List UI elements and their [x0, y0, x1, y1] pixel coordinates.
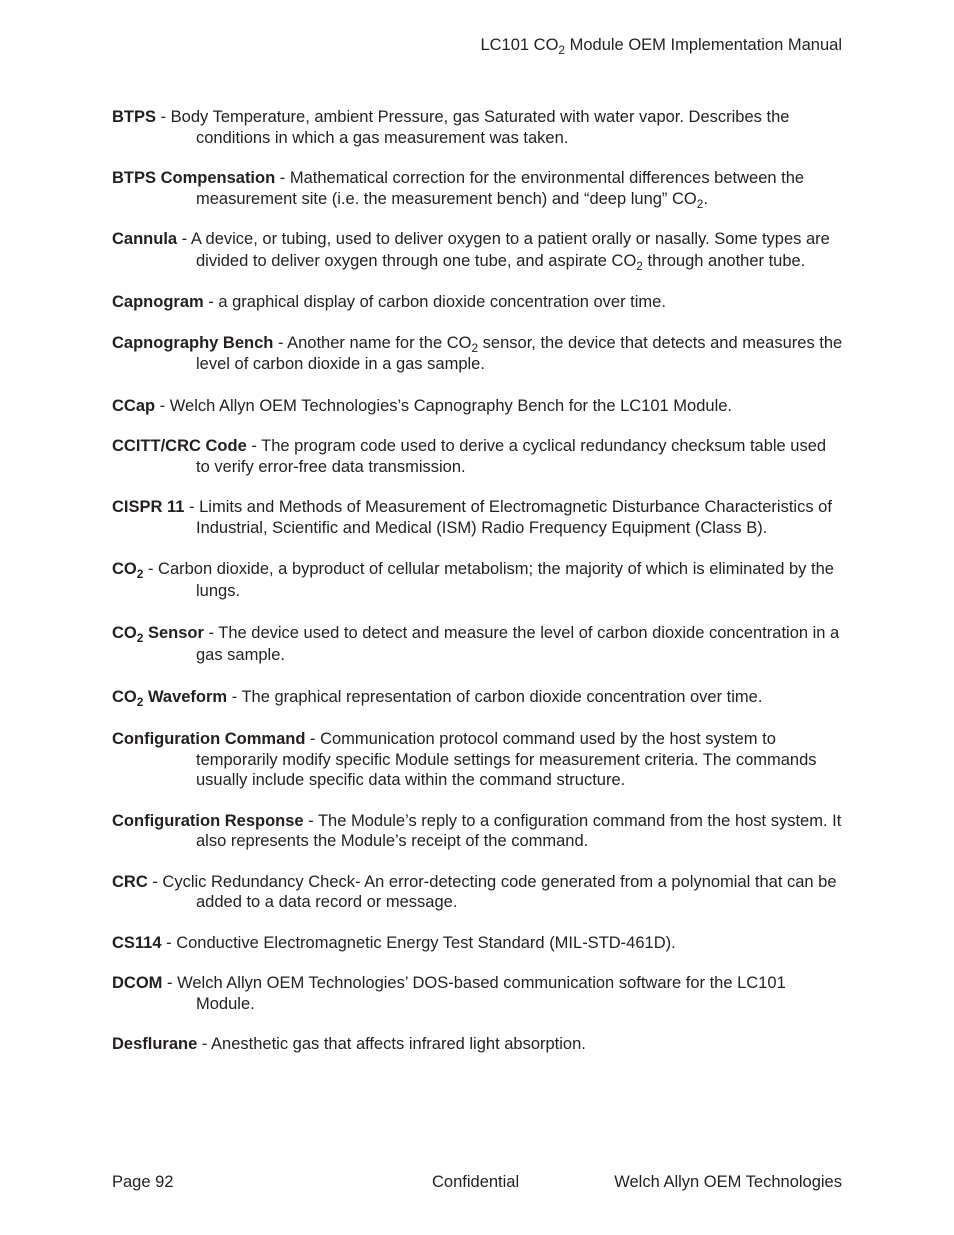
entry-term-subscript: 2: [136, 695, 144, 710]
entry-subscript: 2: [696, 196, 704, 211]
entry-definition-end: sensor, the device that detects and measures the level of carbon dioxide in a gas sample.: [196, 333, 843, 373]
entry-subscript: 2: [471, 340, 479, 355]
entry-definition: - Body Temperature, ambient Pressure, gas Saturated with water vapor. Describes the conditions in which a gas measurement was taken.: [156, 108, 790, 147]
entry-term-text: CO: [112, 624, 137, 642]
glossary-entry-capnography-bench: [112, 333, 844, 376]
glossary-entry-co2: [112, 558, 844, 602]
entry-term: CCITT/CRC Code: [112, 437, 247, 455]
entry-term-text: CO: [112, 560, 137, 578]
company-name: Welch Allyn OEM Technologies: [614, 1173, 842, 1191]
glossary-entry-btps-compensation: [112, 168, 844, 209]
entry-definition: - A device, or tubing, used to deliver oxygen to a patient orally or nasally. Some types are divided to deliver oxygen through one tube, and aspirate CO: [177, 230, 830, 270]
entry-definition: - Conductive Electromagnetic Energy Test Standard (MIL-STD-461D).: [161, 933, 676, 952]
glossary-entry-btps: [112, 107, 844, 148]
entry-definition: - Cyclic Redundancy Check- An error-detecting code generated from a polynomial that can be added to a data record or message.: [147, 872, 837, 911]
entry-term: BTPS Compensation: [112, 169, 276, 187]
entry-definition: - Communication protocol command used by the host system to temporarily modify specific Module settings for measurement criteria. The commands usually include specific data within the command structure.: [196, 730, 817, 789]
entry-subscript: 2: [636, 258, 643, 273]
entry-term: Capnogram: [112, 293, 204, 311]
header-title-subscript: 2: [558, 43, 566, 58]
glossary-entry-cs114: [112, 933, 844, 954]
glossary-entry-co2-sensor: [112, 622, 844, 666]
entry-definition: - The graphical representation of carbon dioxide concentration over time.: [227, 688, 763, 706]
header-title-rest: Module OEM Implementation Manual: [565, 36, 842, 54]
entry-term: [112, 624, 204, 646]
entry-term: [112, 560, 144, 582]
entry-definition: - Limits and Methods of Measurement of Electromagnetic Disturbance Characteristics of Industrial, Scientific and Medical (ISM) Radio Frequency Equipment (Class B).: [184, 498, 832, 537]
entry-definition: - Welch Allyn OEM Technologies’s Capnography Bench for the LC101 Module.: [155, 396, 733, 415]
entry-term: CS114: [112, 933, 162, 952]
glossary-entry-ccap: [112, 396, 844, 417]
entry-definition: - Carbon dioxide, a byproduct of cellular metabolism; the majority of which is eliminated by the lungs.: [143, 560, 834, 600]
entry-definition: - Anesthetic gas that affects infrared light absorption.: [197, 1035, 586, 1053]
entry-term: Configuration Command: [112, 730, 306, 748]
entry-term: [112, 688, 228, 710]
entry-term-subscript: 2: [136, 567, 144, 582]
entry-definition: - Another name for the CO: [273, 333, 472, 352]
entry-term: Cannula: [112, 230, 178, 248]
entry-term: Configuration Response: [112, 811, 304, 830]
entry-term: CISPR 11: [112, 498, 185, 516]
entry-term-rest: Sensor: [143, 624, 204, 642]
entry-definition: - Welch Allyn OEM Technologies’ DOS-based communication software for the LC101 Module.: [162, 974, 786, 1013]
entry-definition: - a graphical display of carbon dioxide concentration over time.: [203, 293, 666, 311]
entry-term-subscript: 2: [136, 631, 144, 646]
glossary-entry-cispr-11: [112, 497, 844, 538]
entry-definition-end: through another tube.: [642, 251, 806, 270]
glossary-entry-co2-waveform: [112, 686, 844, 708]
entry-definition-end: .: [703, 189, 708, 208]
glossary-list: [112, 107, 844, 1055]
header-title: LC101 CO: [480, 36, 559, 54]
entry-term-rest: Waveform: [143, 688, 228, 706]
page-header: [480, 36, 842, 58]
entry-term-text: CO: [112, 688, 137, 706]
glossary-entry-ccitt-crc-code: [112, 436, 844, 477]
entry-term: CCap: [112, 396, 156, 415]
glossary-entry-configuration-command: [112, 729, 844, 791]
entry-term: Capnography Bench: [112, 333, 274, 352]
glossary-entry-desflurane: [112, 1034, 844, 1055]
glossary-entry-configuration-response: [112, 811, 844, 852]
entry-term: CRC: [112, 872, 148, 891]
page-number: Page 92: [112, 1173, 174, 1191]
glossary-entry-dcom: [112, 973, 844, 1014]
glossary-entry-crc: [112, 872, 844, 913]
glossary-entry-capnogram: [112, 292, 844, 313]
entry-definition: - The Module’s reply to a configuration command from the host system. It also represents the Module’s receipt of the command.: [196, 811, 842, 850]
entry-definition: - The device used to detect and measure the level of carbon dioxide concentration in a gas sample.: [196, 624, 840, 664]
entry-term: Desflurane: [112, 1035, 198, 1053]
entry-term: DCOM: [112, 974, 163, 992]
entry-term: BTPS: [112, 108, 157, 126]
glossary-entry-cannula: [112, 229, 844, 272]
entry-definition: - Mathematical correction for the environmental differences between the measurement site (i.e. the measurement bench) and “deep lung” CO: [196, 169, 805, 208]
entry-definition: - The program code used to derive a cyclical redundancy checksum table used to verify error-free data transmission.: [196, 437, 827, 476]
confidential-label: Confidential: [432, 1173, 520, 1191]
